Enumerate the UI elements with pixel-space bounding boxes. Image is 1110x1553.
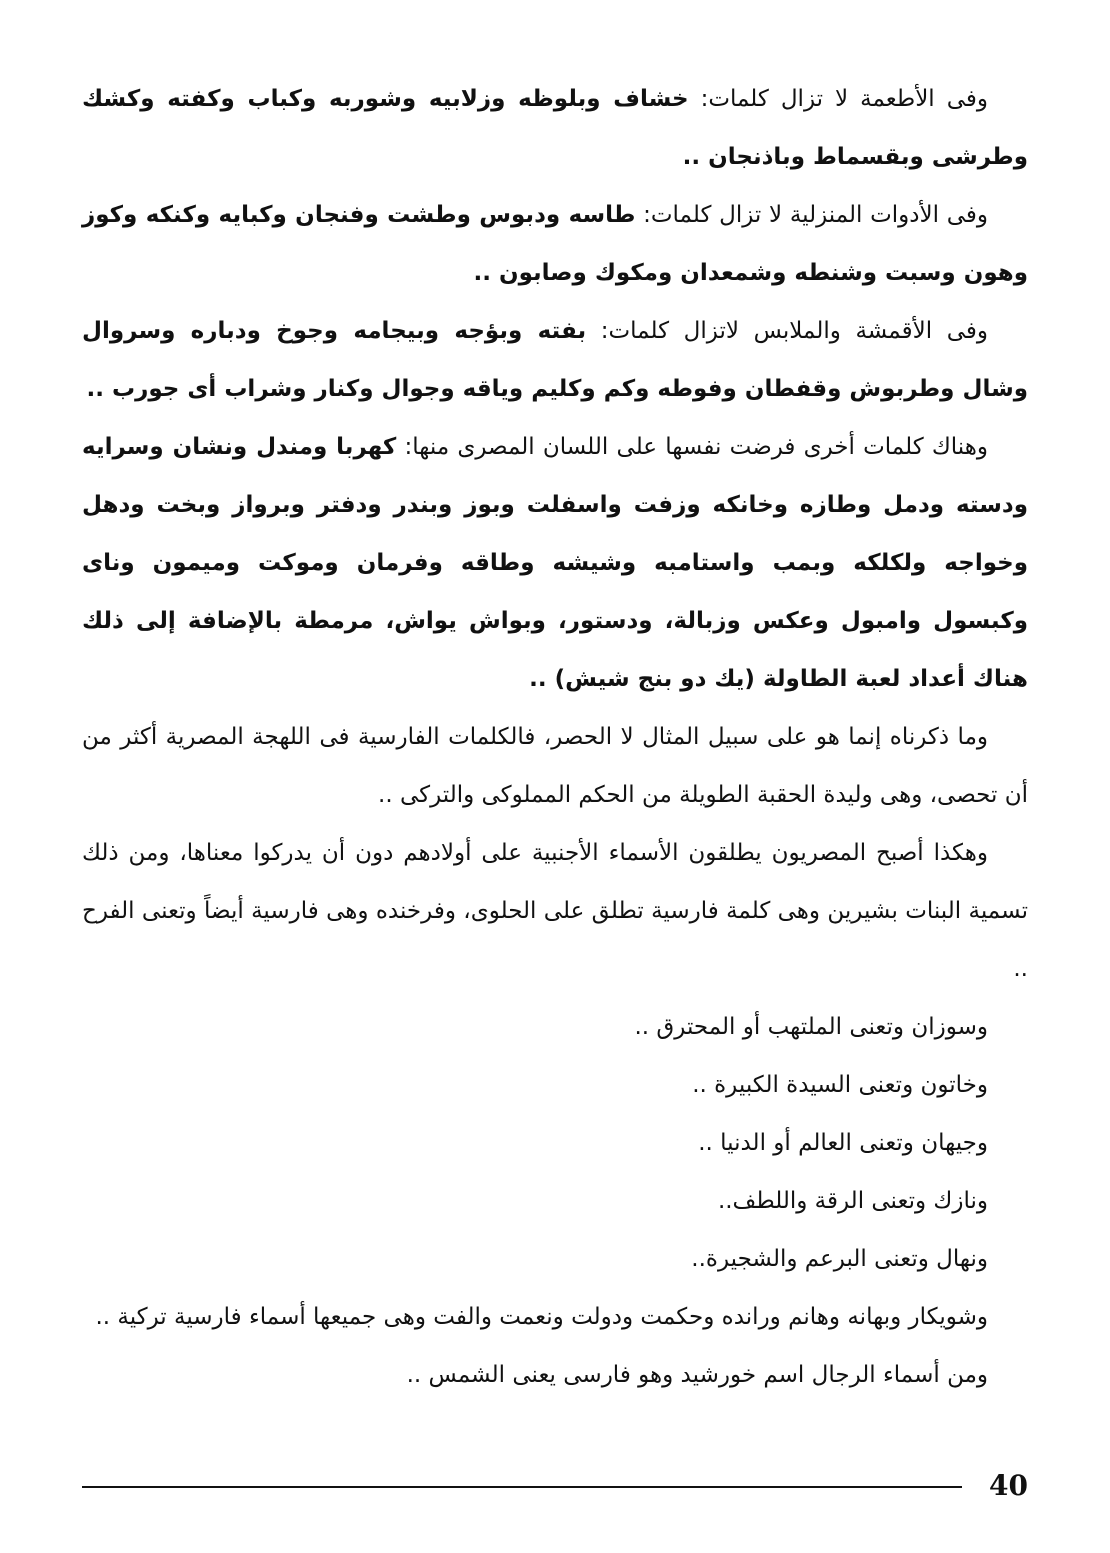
paragraph-turkish-names: وشويكار وبهانه وهانم ورانده وحكمت ودولت ونعمت والفت وهى جميعها أسماء فارسية تركية .. xyxy=(95,1304,988,1330)
page-footer xyxy=(82,1468,1028,1508)
footer-rule xyxy=(82,1486,962,1488)
paragraph-intro: وهناك كلمات أخرى فرضت نفسها على اللسان المصرى منها: xyxy=(396,434,988,460)
name-list-item: وخاتون وتعنى السيدة الكبيرة .. xyxy=(692,1072,988,1098)
paragraph-persian-count: وما ذكرناه إنما هو على سبيل المثال لا الحصر، فالكلمات الفارسية فى اللهجة المصرية أكثر من أن تحصى، وهى وليدة الحقبة الطويلة من الحكم المملوكى والتركى .. xyxy=(82,724,1028,808)
paragraph-male-names: ومن أسماء الرجال اسم خورشيد وهو فارسى يعنى الشمس .. xyxy=(406,1362,988,1388)
paragraph-clothing xyxy=(82,302,1028,418)
keyword-list: كهربا ومندل ونشان وسرايه ودسته ودمل وطازه وخانكه وزفت واسفلت وبوز وبندر ودفتر وبرواز وبخت ودهل وخواجه ولكلكه وبمب واستامبه وشيشه وطاقه وفرمان وموكت وميمون وناى وكبسول وامبول وعكس وزبالة، ودستور، وبواش يواش، مرمطة بالإضافة إلى ذلك هناك أعداد لعبة الطاولة (يك دو بنج شيش) .. xyxy=(82,434,1028,692)
paragraph-household-tools xyxy=(82,186,1028,302)
paragraph-food xyxy=(82,70,1028,186)
name-list-item: وسوزان وتعنى الملتهب أو المحترق .. xyxy=(634,1014,988,1040)
keyword-list: بفته وبؤجه وبيجامه وجوخ ودباره وسروال وشال وطربوش وقفطان وفوطه وكم وكليم وياقه وجوال وكنار وشراب أى جورب .. xyxy=(82,318,1028,402)
paragraph-foreign-names: وهكذا أصبح المصريون يطلقون الأسماء الأجنبية على أولادهم دون أن يدركوا معناها، ومن ذلك تسمية البنات بشيرين وهى كلمة فارسية تطلق على الحلوى، وفرخنده وهى فارسية أيضاً وتعنى الفرح .. xyxy=(82,840,1028,982)
keyword-list: خشاف وبلوظه وزلابيه وشوربه وكباب وكفته وكشك وطرشى وبقسماط وباذنجان .. xyxy=(82,86,1028,170)
page-number: 40 xyxy=(989,1469,1028,1502)
page-body xyxy=(82,70,1028,1404)
name-list-item: وجيهان وتعنى العالم أو الدنيا .. xyxy=(698,1130,988,1156)
paragraph-other-words xyxy=(82,418,1028,708)
paragraph-intro: وفى الأقمشة والملابس لاتزال كلمات: xyxy=(586,318,988,344)
name-list-item: ونهال وتعنى البرعم والشجيرة.. xyxy=(691,1246,988,1272)
name-list-item: ونازك وتعنى الرقة واللطف.. xyxy=(717,1188,988,1214)
paragraph-intro: وفى الأدوات المنزلية لا تزال كلمات: xyxy=(635,202,988,228)
keyword-list: طاسه ودبوس وطشت وفنجان وكبايه وكنكه وكوز وهون وسبت وشنطه وشمعدان ومكوك وصابون .. xyxy=(82,202,1028,286)
paragraph-intro: وفى الأطعمة لا تزال كلمات: xyxy=(688,86,988,112)
